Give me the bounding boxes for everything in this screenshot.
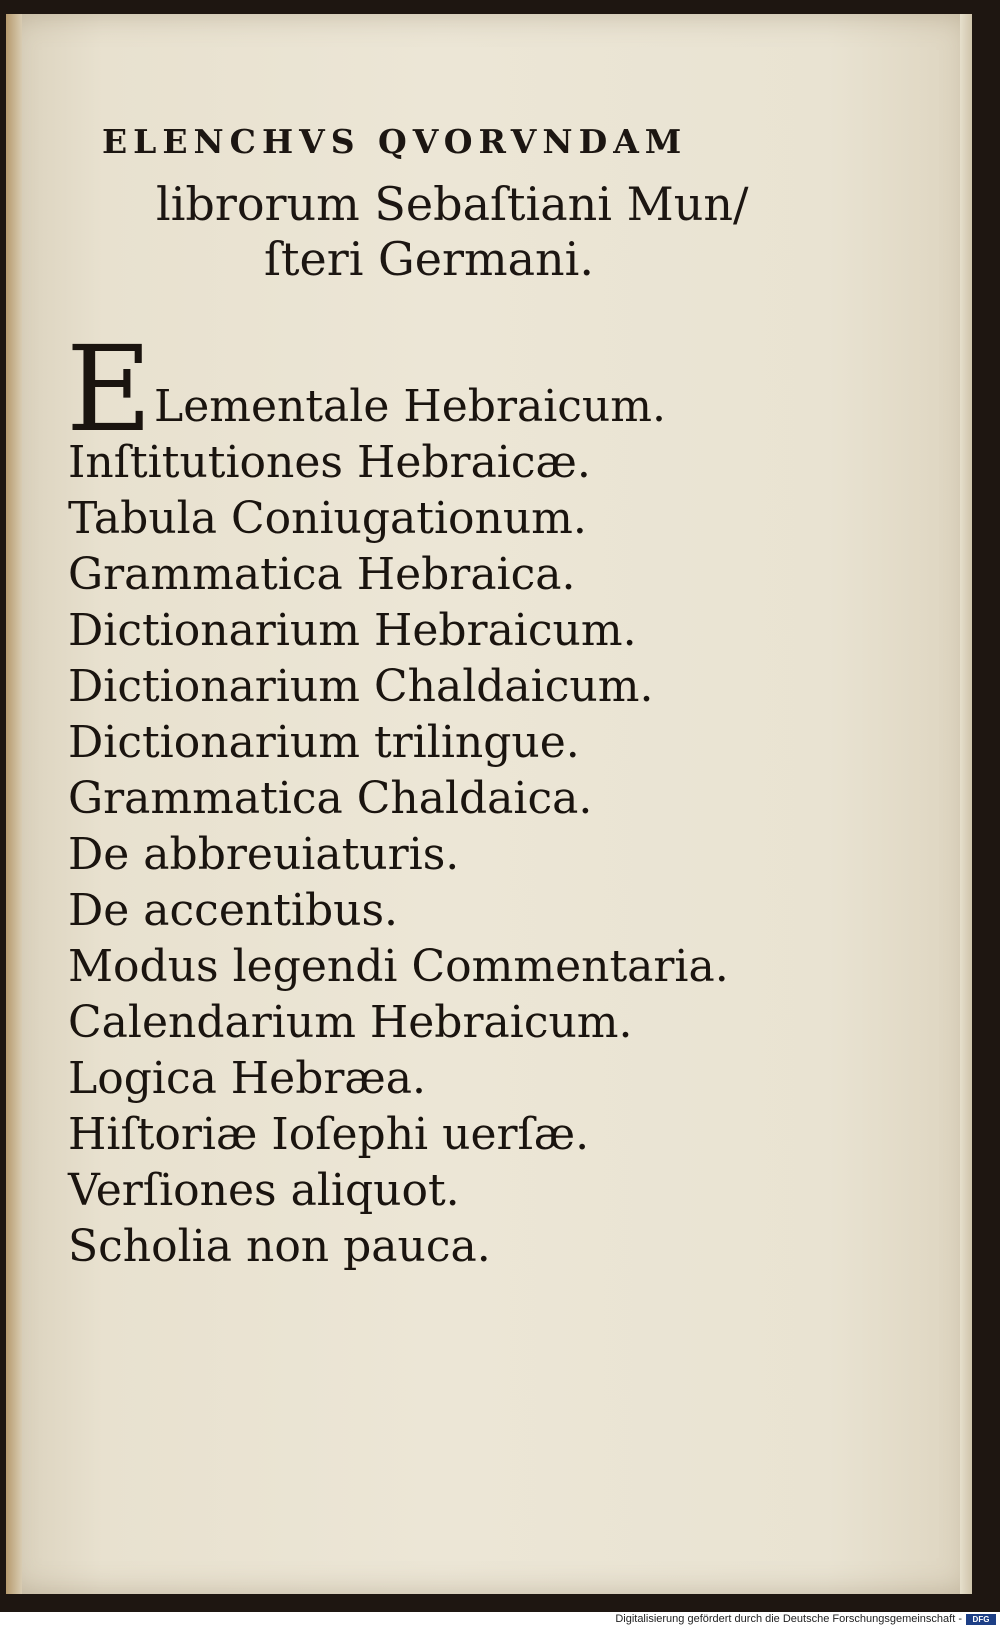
book-item: Tabula Coniugationum. bbox=[68, 493, 587, 544]
title-line-1: ELENCHVS QVORVNDAM bbox=[102, 122, 688, 161]
book-item: Verſiones aliquot. bbox=[68, 1165, 460, 1216]
book-item: Dictionarium trilingue. bbox=[68, 717, 580, 768]
book-item: Grammatica Hebraica. bbox=[68, 549, 576, 600]
book-item: Calendarium Hebraicum. bbox=[68, 997, 633, 1048]
book-list bbox=[68, 379, 729, 1275]
book-item: Hiſtoriæ Ioſephi uerſæ. bbox=[68, 1109, 590, 1160]
title-line-3: ſteri Germani. bbox=[264, 232, 595, 286]
book-item: Modus legendi Commentaria. bbox=[68, 941, 729, 992]
book-item: Inſtitutiones Hebraicæ. bbox=[68, 437, 591, 488]
book-item: Grammatica Chaldaica. bbox=[68, 773, 593, 824]
credit-text: Digitalisierung gefördert durch die Deutsche Forschungsgemeinschaft - bbox=[615, 1613, 962, 1625]
book-item: Scholia non pauca. bbox=[68, 1221, 491, 1272]
dfg-logo: DFG bbox=[966, 1614, 996, 1625]
digitization-credit bbox=[0, 1612, 1000, 1627]
book-item: Dictionarium Chaldaicum. bbox=[68, 661, 654, 712]
book-item: Logica Hebræa. bbox=[68, 1053, 426, 1104]
page-spine bbox=[6, 14, 22, 1594]
book-item: De abbreuiaturis. bbox=[68, 829, 460, 880]
title-line-2: librorum Sebaſtiani Mun/ bbox=[156, 177, 749, 231]
page-edge bbox=[960, 14, 972, 1594]
book-page bbox=[6, 14, 972, 1594]
book-item: Lementale Hebraicum. bbox=[154, 381, 666, 432]
book-item: De accentibus. bbox=[68, 885, 399, 936]
drop-cap: E bbox=[66, 320, 153, 458]
book-item: Dictionarium Hebraicum. bbox=[68, 605, 637, 656]
